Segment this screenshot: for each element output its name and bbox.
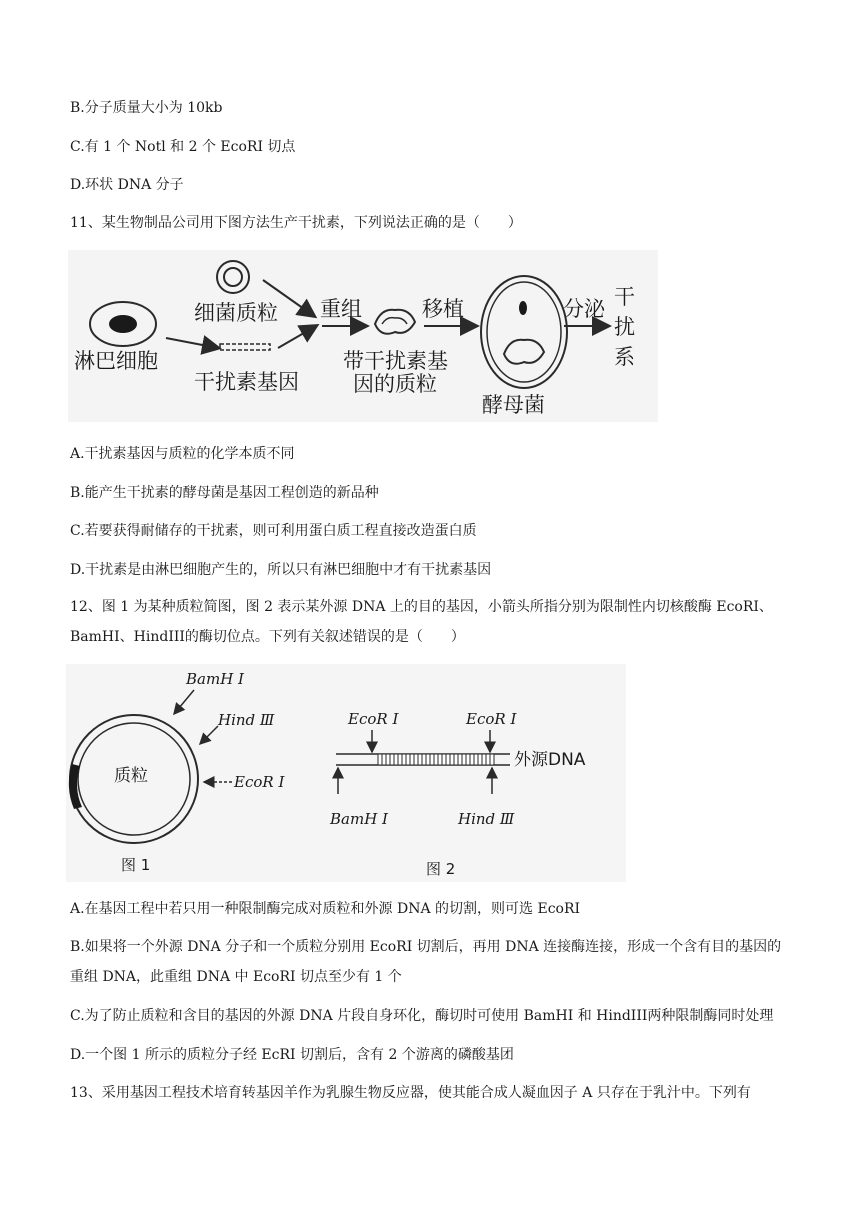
option-10b: B.分子质量大小为 10kb xyxy=(70,100,223,116)
interferon-process-figure xyxy=(68,250,658,422)
recombine-label: 重组 xyxy=(320,297,362,321)
interferon-gene-label: 干扰素基因 xyxy=(194,370,299,394)
question-12: 12、图 1 为某种质粒简图，图 2 表示某外源 DNA 上的目的基因，小箭头所指分别为限制性内切核酸酶 EcoRI、BamHI、HindIII的酶切位点。下列有关叙述错误的是（ ） xyxy=(70,599,773,645)
question-11: 11、某生物制品公司用下图方法生产干扰素，下列说法正确的是（ ） xyxy=(70,215,522,231)
question-13: 13、采用基因工程技术培育转基因羊作为乳腺生物反应器，使其能合成人凝血因子 A 只存在于乳汁中。下列有 xyxy=(70,1085,751,1101)
option-11c: C.若要获得耐储存的干扰素，则可利用蛋白质工程直接改造蛋白质 xyxy=(70,523,477,539)
option-11a: A.干扰素基因与质粒的化学本质不同 xyxy=(70,446,295,462)
plasmid-label: 质粒 xyxy=(114,766,148,786)
ecori-label-left: EcoR Ⅰ xyxy=(348,710,399,728)
option-11d: D.干扰素是由淋巴细胞产生的，所以只有淋巴细胞中才有干扰素基因 xyxy=(70,562,492,578)
interferon-label-1: 干 xyxy=(614,285,635,309)
hindiii-label-fig2: Hind Ⅲ xyxy=(458,810,515,828)
option-12c: C.为了防止质粒和含目的基因的外源 DNA 片段自身环化，酶切时可使用 BamHI 和 HindIII两种限制酶同时处理 xyxy=(70,1008,774,1024)
interferon-label-3: 系 xyxy=(614,345,635,369)
bamhi-label-fig2: BamH Ⅰ xyxy=(330,810,388,828)
lymphocyte-label: 淋巴细胞 xyxy=(74,349,158,373)
recombinant-plasmid-label-1: 带干扰素基 xyxy=(343,349,448,373)
option-12d: D.一个图 1 所示的质粒分子经 EcRI 切割后，含有 2 个游离的磷酸基团 xyxy=(70,1047,514,1063)
plasmid-label: 细菌质粒 xyxy=(194,301,278,325)
option-11b: B.能产生干扰素的酵母菌是基因工程创造的新品种 xyxy=(70,485,379,501)
interferon-label-2: 扰 xyxy=(614,315,635,339)
recombinant-plasmid-label-2: 因的质粒 xyxy=(353,372,437,396)
figure-2-caption: 图 2 xyxy=(426,860,456,878)
yeast-label: 酵母菌 xyxy=(482,393,545,417)
option-10d: D.环状 DNA 分子 xyxy=(70,177,184,193)
option-12b: B.如果将一个外源 DNA 分子和一个质粒分别用 EcoRI 切割后，再用 DNA 连接酶连接，形成一个含有目的基因的重组 DNA，此重组 DNA 中 EcoRI 切点至少有 1 个 xyxy=(70,939,782,985)
bamhi-label-fig1: BamH Ⅰ xyxy=(186,670,244,688)
foreign-dna-label: 外源DNA xyxy=(514,750,586,770)
secrete-label: 分泌 xyxy=(563,297,605,321)
ecori-label-right: EcoR Ⅰ xyxy=(466,710,517,728)
figure-1-caption: 图 1 xyxy=(121,856,151,874)
transplant-label: 移植 xyxy=(422,297,464,321)
ecori-label-fig1: EcoR Ⅰ xyxy=(234,773,285,791)
option-12a: A.在基因工程中若只用一种限制酶完成对质粒和外源 DNA 的切割，则可选 EcoRI xyxy=(70,901,581,917)
option-10c: C.有 1 个 Notl 和 2 个 EcoRI 切点 xyxy=(70,139,296,155)
hindiii-label-fig1: Hind Ⅲ xyxy=(218,711,275,729)
plasmid-dna-figure xyxy=(66,664,626,882)
